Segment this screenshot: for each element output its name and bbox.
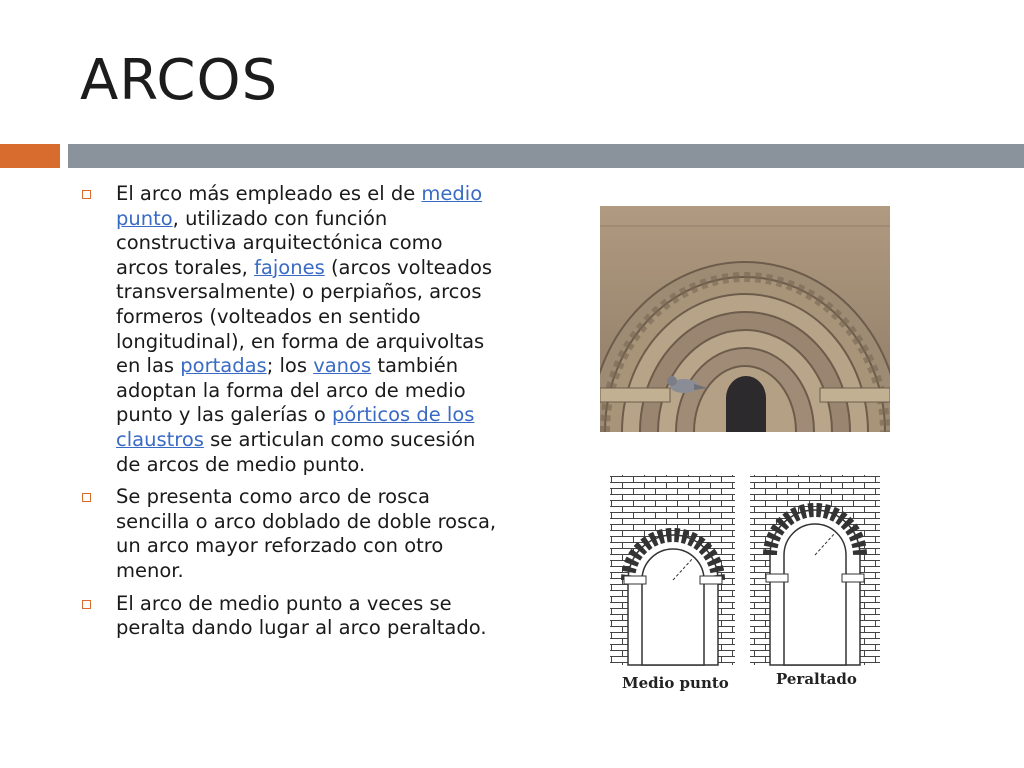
bullet-text: también adoptan la forma del arco de medio punto y las galerías o <box>116 354 466 427</box>
bullet-text: El arco de medio punto a veces se peralta dando lugar al arco peraltado. <box>116 591 487 640</box>
wiki-link[interactable]: vanos <box>313 354 372 378</box>
bullet-text: se articulan como sucesión de arcos de medio punto. <box>116 427 476 476</box>
title-divider-bar <box>68 144 1024 168</box>
bullet-text: (arcos volteados transversalmente) o perpiaños, arcos formeros (volteados en sentido longitudinal), en forma de arquivoltas en las <box>116 255 493 378</box>
bullet-text: ; los <box>266 354 314 378</box>
square-bullet-icon <box>82 493 91 502</box>
bullet-item <box>80 485 500 583</box>
bullet-text: , utilizado con función constructiva arquitectónica como arcos torales, <box>116 206 443 279</box>
wiki-link[interactable]: pórticos de los claustros <box>116 403 475 451</box>
bullet-list <box>80 182 500 649</box>
bullet-text: El arco más empleado es el de <box>116 182 422 205</box>
caption-medio-punto: Medio punto <box>622 674 729 692</box>
square-bullet-icon <box>82 190 91 199</box>
square-bullet-icon <box>82 600 91 609</box>
caption-peraltado: Peraltado <box>776 670 857 688</box>
bullet-item <box>80 182 500 477</box>
wiki-link[interactable]: medio punto <box>116 182 483 230</box>
slide-title: ARCOS <box>80 48 279 113</box>
title-accent-bar <box>0 144 60 168</box>
wiki-link[interactable]: fajones <box>254 255 325 279</box>
arch-types-diagram <box>600 470 890 700</box>
bullet-item <box>80 592 500 641</box>
wiki-link[interactable]: portadas <box>180 354 267 378</box>
arch-portal-photo <box>600 206 890 432</box>
bullet-text: Se presenta como arco de rosca sencilla o arco doblado de doble rosca, un arco mayor reforzado con otro menor. <box>116 485 497 582</box>
